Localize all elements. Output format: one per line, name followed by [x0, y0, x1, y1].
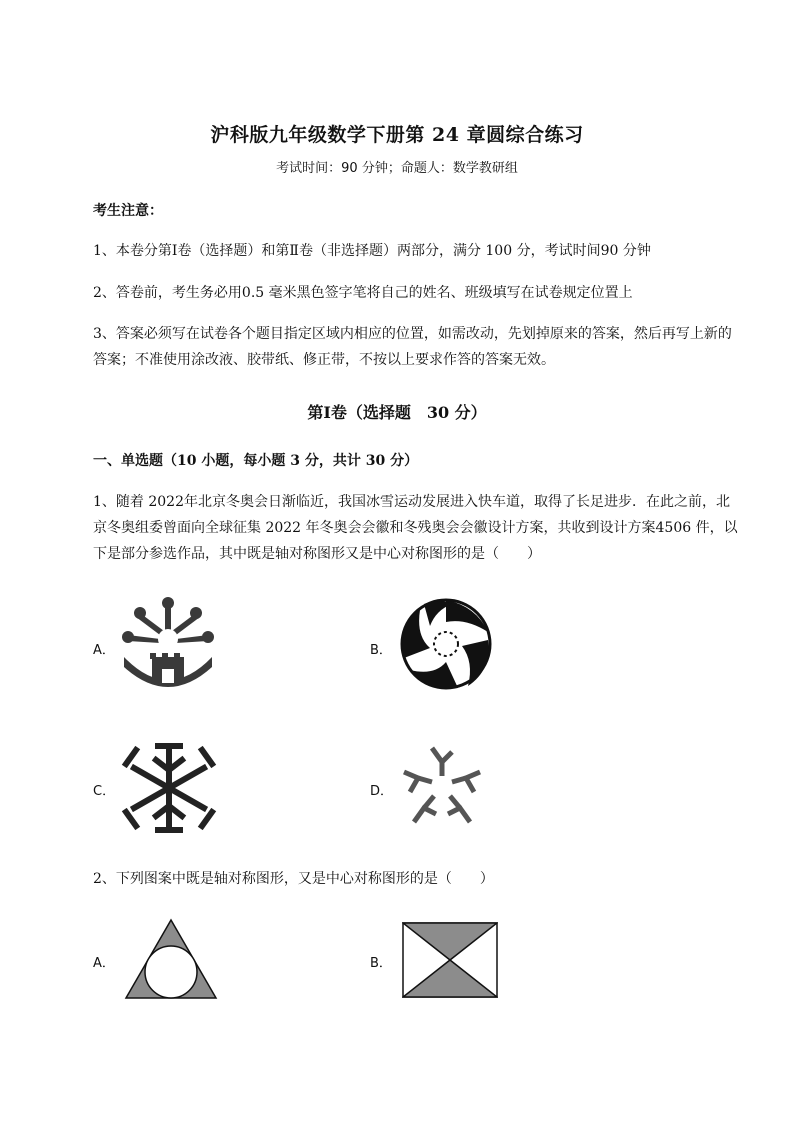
notice-item-1: 1、本卷分第Ⅰ卷（选择题）和第Ⅱ卷（非选择题）两部分，满分 100 分，考试时间90 分钟 [93, 243, 651, 259]
q2-option-a-triangle-circle-image [124, 918, 218, 1000]
q1-option-d-label: D． [370, 784, 394, 799]
notice-item-2: 2、答卷前，考生务必用0.5 毫米黑色签字笔将自己的姓名、班级填写在试卷规定位置上 [93, 285, 633, 301]
part-title: 一、单选题（10 小题，每小题 3 分，共计 30 分） [93, 453, 419, 469]
question-2-text: 2、下列图案中既是轴对称图形，又是中心对称图形的是（ ） [93, 871, 494, 887]
q1-option-d-pattern-image [396, 742, 488, 830]
q1-option-a-emblem-image [120, 595, 216, 693]
page-subtitle: 考试时间：90 分钟；命题人：数学教研组 [276, 161, 518, 176]
q1-option-b-flower-image [396, 596, 496, 692]
question-1-text: 1、随着 2022年北京冬奥会日渐临近，我国冰雪运动发展进入快车道，取得了长足进步．在此之前，北京冬奥组委曾面向全球征集 2022 年冬奥会会徽和冬残奥会会徽设计方案，共收到设计方案4506 件，以下是部分参选作品，其中既是轴对称图形又是中心对称图形的是（ ） [93, 494, 738, 562]
page-title: 沪科版九年级数学下册第 24 章圆综合练习 [210, 124, 584, 146]
q2-option-a-label: A． [93, 956, 115, 971]
q2-option-b-label: B． [370, 956, 392, 971]
q1-option-b-label: B． [370, 643, 392, 658]
section-title: 第Ⅰ卷（选择题 30 分） [307, 403, 487, 422]
q1-option-c-label: C． [93, 784, 116, 799]
notice-heading: 考生注意： [93, 203, 163, 219]
notice-item-3: 3、答案必须写在试卷各个题目指定区域内相应的位置，如需改动，先划掉原来的答案，然后再写上新的答案；不准使用涂改液、胶带纸、修正带，不按以上要求作答的答案无效。 [93, 326, 732, 368]
q1-option-c-snowflake-image [120, 740, 218, 836]
q1-option-a-label: A． [93, 643, 115, 658]
q2-option-b-square-diagonals-image [402, 922, 498, 998]
